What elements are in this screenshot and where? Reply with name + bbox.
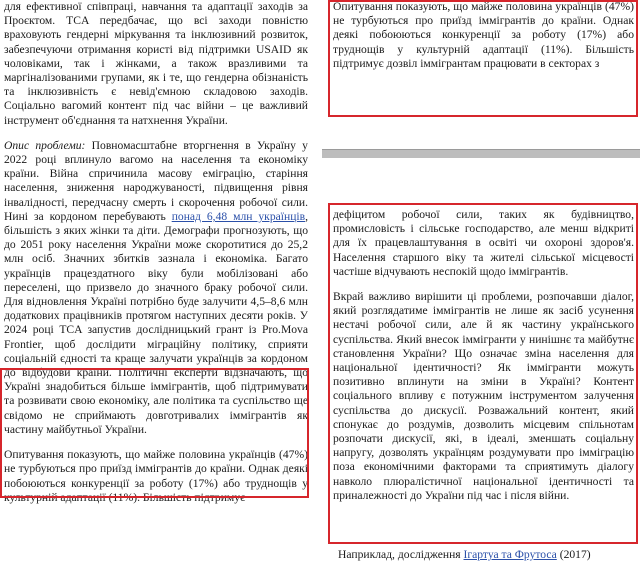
left-paragraph-intro: для ефективної співпраці, навчання та адаптації заходів за Проєктом. TCA передбачає, що всі заходи повністю враховують гендерні міркування та інклюзивний розвиток, забезпечуючи отримання користі від підтримки USAID як чоловіками, так і жінками, а також вразливими та маргіналізованими групами, як і те, що гендерна обізнаність та інклюзивність є невід'ємною складовою заходів. Соціально вагомий контент під час війни – це важливий інструмент об'єднання та натхнення України.	[4, 0, 308, 127]
refugees-link[interactable]: понад 6,48 млн українців	[171, 209, 306, 223]
right-paragraph-dialogue: Вкрай важливо вирішити ці проблеми, розпочавши діалог, який розглядатиме іммігрантів не лише як засіб усунення нестачі робочої сили, але й як частину українського суспільства. Який внесок іммігранти у нинішнє та майбутнє становлення України? Що означає зміна населення для національної ідентичності? Як іммігранти можуть позитивно вплинути на зміни в Україні? Контент соціального впливу є потужним інструментом залучення суспільства до дискусії. Розважальний контент, який спонукає до роздумів, дозволить місцевим спільнотам розпочати дискусії, які, в ідеалі, зменшать соціальну напругу, дозволять українцям роздумувати про імміграцію поза економічними факторами та сприятимуть діалогу навколо плюралістичної національної ідентичності та приналежності до України під час і після війни.	[333, 290, 634, 502]
footer-text-b: (2017)	[556, 548, 591, 561]
highlight-box-survey	[328, 0, 638, 117]
highlight-box-grant	[0, 368, 309, 498]
grant-text: У 2024 році TCA запустив дослідницький грант із Pro.Mova Frontier, щоб дослідити міграційну політику, сприяти соціальній єдності та краще залучати українців за кордоном до відбудови країни. Політичні експерти відзначають, що Україні знадобиться більше іммігрантів, щоб підтримувати та розвивати свою економіку, але політика та суспільство ще свідомо не сприймають довготривалих іммігрантів як частину майбутньої України.	[4, 309, 308, 436]
igartua-link[interactable]: Ігартуа та Фрутоса	[463, 548, 557, 561]
footer-text-a: Наприклад, дослідження	[338, 548, 464, 561]
problem-label: Опис проблеми:	[4, 138, 86, 152]
highlight-box-dialogue	[328, 203, 638, 544]
problem-text-a: Повномасштабне вторгнення в Україну у 2022 році вплинуло вагомо на населення та економіку країни. Війна спричинила масову еміграцію, старіння населення, зниження народжуваності, підвищення рівня інвалідності, передчасну смерть і скорочення робочої сили. Нині за кордоном перебувають	[4, 138, 308, 223]
page-break	[322, 150, 640, 158]
left-paragraph-survey: Опитування показують, що майже половина українців (47%) не турбуються про приїзд іммігрантів до країни. Однак деякі побоюються конкуренції за роботу (17%) або труднощів у культурній адаптації (11%). Більшість підтримує	[4, 448, 308, 504]
right-paragraph-survey: Опитування показують, що майже половина українців (47%) не турбуються про приїзд іммігрантів до країни. Однак деякі побоюються конкуренції за роботу (17%) або труднощів у культурній адаптації (11%). Більшість підтримує дозвіл іммігрантам працювати в секторах з	[333, 0, 634, 70]
right-footer-line	[338, 548, 638, 562]
right-paragraph-sectors: дефіцитом робочої сили, таких як будівництво, промисловість і сільське господарство, але менш відкриті для їх працевлаштування в освіті чи охороні здоров'я. Населення старшого віку та жителі сільської місцевості частіше відчувають неспокій щодо іммігрантів.	[333, 208, 634, 278]
problem-text-b: , більшість з яких жінки та діти. Демографи прогнозують, що до 2051 року населення України може скоротитися до 25,2 млн осіб. Значних збитків зазнала і економіка. Багато українців працездатного віку були мобілізовані або переселені, що призвело до значного браку робочої сили. Для відновлення Україні потрібно буде залучити 4,5–8,6 млн додаткових працівників протягом наступних десяти років.	[4, 209, 308, 323]
